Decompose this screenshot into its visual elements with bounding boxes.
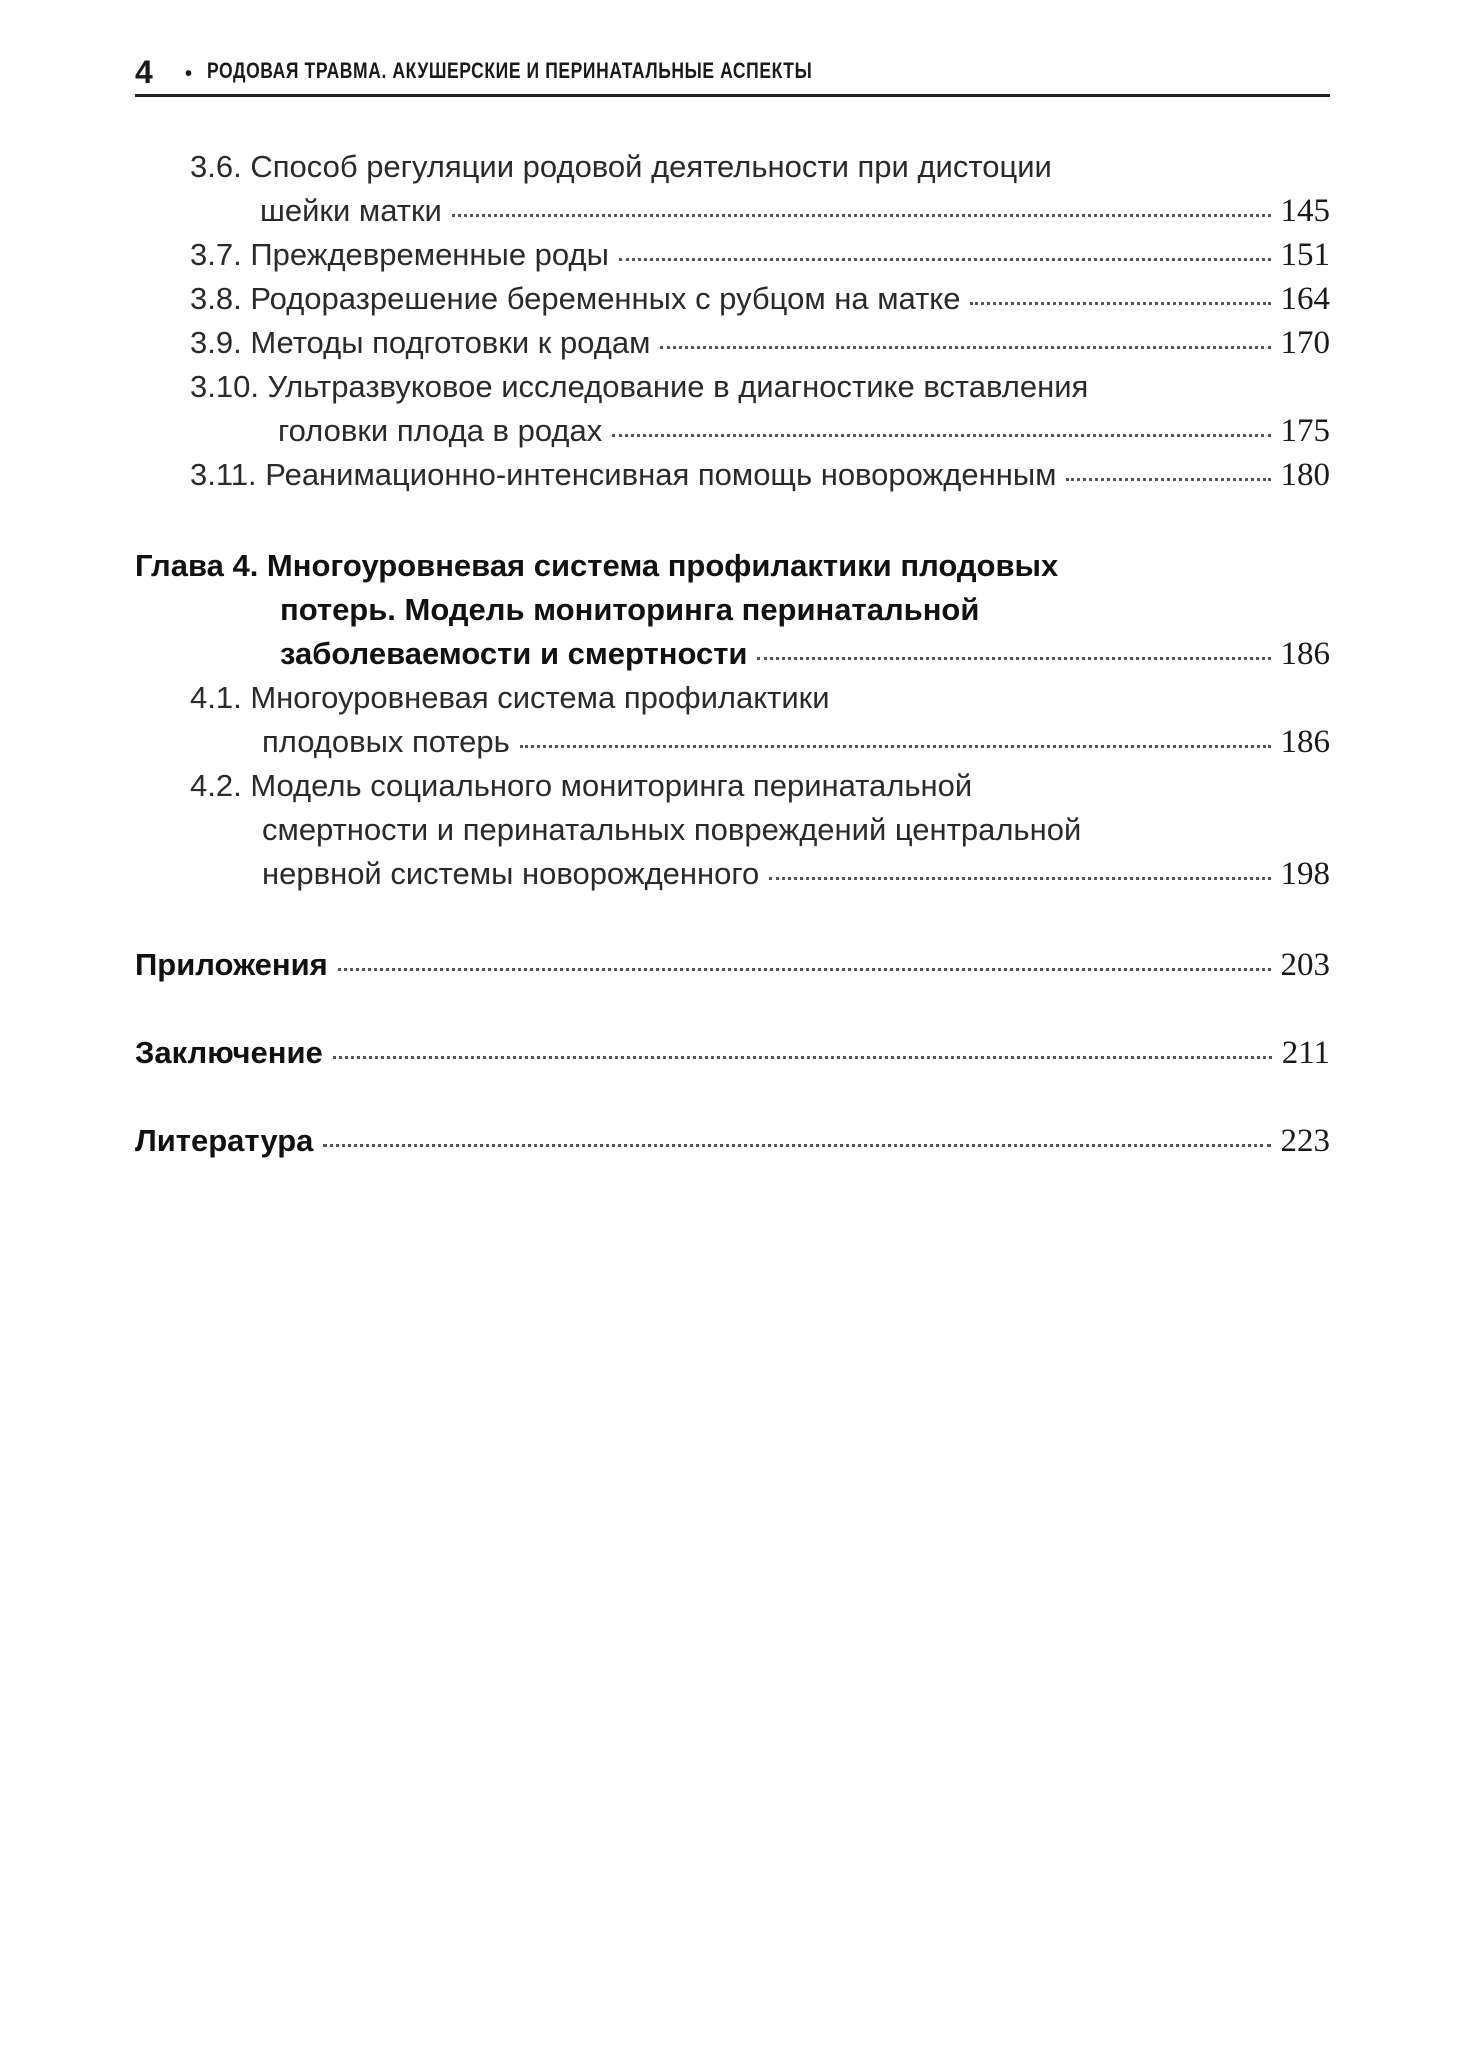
toc-literature: [135, 1119, 1330, 1163]
toc-entry-4-1-line-2: [262, 720, 1330, 764]
dot-leader: [757, 657, 1270, 660]
toc-entry-text: шейки матки: [260, 193, 442, 228]
dot-leader: [1066, 478, 1270, 481]
toc-page-number: 151: [1280, 237, 1330, 273]
toc-chapter-4-line-1: [135, 544, 1330, 588]
dot-leader: [612, 434, 1270, 437]
toc-entry-4-2-line-2: [262, 808, 1330, 852]
running-title: РОДОВАЯ ТРАВМА. АКУШЕРСКИЕ И ПЕРИНАТАЛЬНЫЕ АСПЕКТЫ: [207, 57, 813, 83]
toc-entry-text: 4.1. Многоуровневая система профилактики: [190, 680, 830, 715]
toc-entry-text: нервной системы новорожденного: [262, 856, 760, 891]
toc-entry-3-6-line-2: [260, 189, 1330, 233]
page-number: 4: [135, 54, 153, 90]
toc-chapter-text: Литература: [135, 1123, 314, 1158]
toc-page-number: 198: [1280, 856, 1330, 892]
toc-page-number: 211: [1281, 1035, 1330, 1071]
toc-entry-3-11: [190, 453, 1330, 497]
toc-entry-3-10-line-1: [190, 365, 1330, 409]
toc-entry-3-7: [190, 233, 1330, 277]
toc-entry-text: 3.7. Преждевременные роды: [190, 237, 609, 272]
toc-chapter-text: Приложения: [135, 947, 328, 982]
toc-entry-text: 3.8. Родоразрешение беременных с рубцом на матке: [190, 281, 961, 316]
dot-leader: [970, 302, 1270, 305]
toc-chapter-text: Заключение: [135, 1035, 323, 1070]
toc-entry-text: 3.10. Ультразвуковое исследование в диагностике вставления: [190, 369, 1089, 404]
toc-page-number: 203: [1280, 947, 1330, 983]
dot-leader: [619, 258, 1271, 261]
toc-entry-3-8: [190, 277, 1330, 321]
toc-page-number: 223: [1280, 1123, 1330, 1159]
toc-entry-text: 3.9. Методы подготовки к родам: [190, 325, 651, 360]
toc-page-number: 186: [1280, 636, 1330, 672]
running-head: [135, 52, 1330, 97]
toc-entry-3-6-line-1: [190, 145, 1330, 189]
toc-page-number: 180: [1280, 457, 1330, 493]
dot-leader: [520, 745, 1271, 748]
toc-entry-text: 3.6. Способ регуляции родовой деятельности при дистоции: [190, 149, 1052, 184]
toc-entry-3-9: [190, 321, 1330, 365]
toc-entry-4-1-line-1: [190, 676, 1330, 720]
toc-entry-text: смертности и перинатальных повреждений центральной: [262, 812, 1082, 847]
toc-page-number: 164: [1280, 281, 1330, 317]
toc-entry-4-2-line-1: [190, 764, 1330, 808]
toc-chapter-text: потерь. Модель мониторинга перинатальной: [280, 592, 980, 627]
toc-chapter-text: заболеваемости и смертности: [280, 636, 748, 671]
toc-page-number: 170: [1280, 325, 1330, 361]
toc-page-number: 175: [1280, 413, 1330, 449]
dot-leader: [333, 1056, 1272, 1059]
toc-chapter-text: Глава 4. Многоуровневая система профилактики плодовых: [135, 548, 1059, 583]
toc-entry-text: головки плода в родах: [278, 413, 603, 448]
toc-entry-3-10-line-2: [278, 409, 1330, 453]
dot-leader: [452, 214, 1271, 217]
toc-chapter-4-line-2: [280, 588, 1330, 632]
bullet-icon: •: [185, 63, 193, 85]
dot-leader: [323, 1144, 1270, 1147]
dot-leader: [769, 877, 1270, 880]
toc-conclusion: [135, 1031, 1330, 1075]
toc-entry-text: 3.11. Реанимационно-интенсивная помощь новорожденным: [190, 457, 1057, 492]
toc-appendix: [135, 943, 1330, 987]
dot-leader: [338, 968, 1271, 971]
toc-entry-text: 4.2. Модель социального мониторинга перинатальной: [190, 768, 973, 803]
toc-entry-4-2-line-3: [262, 852, 1330, 896]
toc-entry-text: плодовых потерь: [262, 724, 510, 759]
toc-page-number: 186: [1280, 724, 1330, 760]
toc-page-number: 145: [1280, 193, 1330, 229]
toc-chapter-4-line-3: [280, 632, 1330, 676]
dot-leader: [660, 346, 1270, 349]
